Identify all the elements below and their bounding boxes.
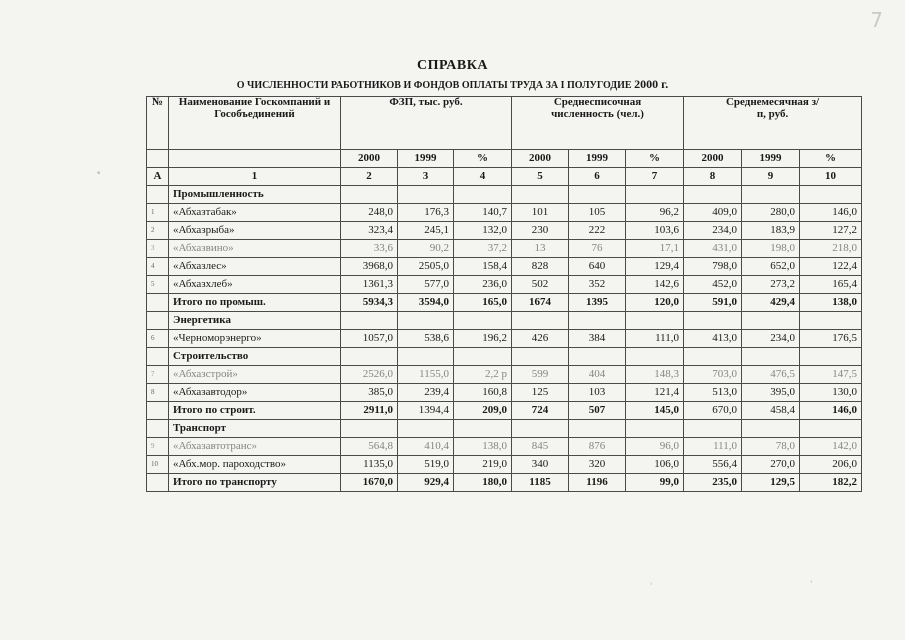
value-cell: 222 (569, 222, 626, 240)
value-cell: 78,0 (742, 438, 800, 456)
row-index: 4 (147, 258, 169, 276)
value-cell: 280,0 (742, 204, 800, 222)
page-number: 7 (870, 8, 883, 32)
section-row (147, 312, 862, 330)
total-name: Итого по промыш. (169, 294, 341, 312)
section-empty-cell (800, 420, 862, 438)
column-index-row (147, 168, 862, 186)
value-cell: 148,3 (626, 366, 684, 384)
value-cell: 670,0 (684, 402, 742, 420)
value-cell: 245,1 (398, 222, 454, 240)
value-cell: 845 (512, 438, 569, 456)
value-cell: 239,4 (398, 384, 454, 402)
section-title: Транспорт (169, 420, 341, 438)
value-cell: 146,0 (800, 204, 862, 222)
table-row (147, 276, 862, 294)
table-row (147, 240, 862, 258)
section-empty-cell (569, 186, 626, 204)
value-cell: 556,4 (684, 456, 742, 474)
section-empty-cell (454, 420, 512, 438)
value-cell: 138,0 (800, 294, 862, 312)
column-index-cell: 8 (684, 168, 742, 186)
year-header-cell: % (626, 150, 684, 168)
table-row (147, 366, 862, 384)
section-empty-cell (800, 348, 862, 366)
value-cell: 33,6 (341, 240, 398, 258)
total-name: Итого по строит. (169, 402, 341, 420)
header-fzp: ФЗП, тыс. руб. (341, 97, 512, 150)
section-empty-cell (147, 420, 169, 438)
document-title: СПРАВКА (417, 58, 488, 73)
row-index: 5 (147, 276, 169, 294)
company-name: «Абхазавтодор» (169, 384, 341, 402)
value-cell: 828 (512, 258, 569, 276)
value-cell: 652,0 (742, 258, 800, 276)
value-cell: 385,0 (341, 384, 398, 402)
header-salary: Среднемесячная з/п, руб. (684, 97, 862, 150)
section-empty-cell (569, 420, 626, 438)
section-empty-cell (742, 420, 800, 438)
section-empty-cell (454, 186, 512, 204)
section-empty-cell (626, 348, 684, 366)
subtitle-text: О ЧИСЛЕННОСТИ РАБОТНИКОВ И ФОНДОВ ОПЛАТЫ ТРУДА ЗА I ПОЛУГОДИЕ (236, 80, 632, 91)
value-cell: 125 (512, 384, 569, 402)
value-cell: 431,0 (684, 240, 742, 258)
value-cell: 101 (512, 204, 569, 222)
column-index-cell: 2 (341, 168, 398, 186)
section-empty-cell (626, 186, 684, 204)
years-empty-name (169, 150, 341, 168)
years-empty-num (147, 150, 169, 168)
document-subtitle (0, 77, 905, 92)
value-cell: 147,5 (800, 366, 862, 384)
value-cell: 106,0 (626, 456, 684, 474)
section-empty-cell (512, 186, 569, 204)
value-cell: 230 (512, 222, 569, 240)
value-cell: 165,0 (454, 294, 512, 312)
section-empty-cell (626, 420, 684, 438)
section-empty-cell (398, 420, 454, 438)
section-empty-cell (800, 186, 862, 204)
table-row (147, 456, 862, 474)
section-empty-cell (742, 186, 800, 204)
value-cell: 248,0 (341, 204, 398, 222)
row-index: 1 (147, 204, 169, 222)
row-index: 3 (147, 240, 169, 258)
value-cell: 145,0 (626, 402, 684, 420)
value-cell: 404 (569, 366, 626, 384)
value-cell: 929,4 (398, 474, 454, 492)
section-empty-cell (742, 312, 800, 330)
value-cell: 140,7 (454, 204, 512, 222)
row-index: 7 (147, 366, 169, 384)
value-cell: 182,2 (800, 474, 862, 492)
row-index (147, 402, 169, 420)
scan-speck: • (96, 169, 102, 179)
value-cell: 219,0 (454, 456, 512, 474)
total-row (147, 474, 862, 492)
value-cell: 1670,0 (341, 474, 398, 492)
column-index-cell: 4 (454, 168, 512, 186)
section-empty-cell (398, 348, 454, 366)
years-row (147, 150, 862, 168)
column-index-cell: 6 (569, 168, 626, 186)
year-header-cell: 1999 (569, 150, 626, 168)
section-empty-cell (512, 312, 569, 330)
value-cell: 1395 (569, 294, 626, 312)
value-cell: 270,0 (742, 456, 800, 474)
value-cell: 703,0 (684, 366, 742, 384)
column-index-cell: 3 (398, 168, 454, 186)
value-cell: 502 (512, 276, 569, 294)
value-cell: 5934,3 (341, 294, 398, 312)
value-cell: 180,0 (454, 474, 512, 492)
value-cell: 129,4 (626, 258, 684, 276)
value-cell: 146,0 (800, 402, 862, 420)
company-name: «Абхазавтотранс» (169, 438, 341, 456)
table-row (147, 222, 862, 240)
value-cell: 640 (569, 258, 626, 276)
value-cell: 142,6 (626, 276, 684, 294)
year-header-cell: 2000 (341, 150, 398, 168)
value-cell: 122,4 (800, 258, 862, 276)
row-index (147, 294, 169, 312)
year-header-cell: 1999 (398, 150, 454, 168)
value-cell: 206,0 (800, 456, 862, 474)
value-cell: 1394,4 (398, 402, 454, 420)
value-cell: 160,8 (454, 384, 512, 402)
value-cell: 176,3 (398, 204, 454, 222)
total-row (147, 294, 862, 312)
value-cell: 234,0 (684, 222, 742, 240)
year-header-cell: 1999 (742, 150, 800, 168)
total-row (147, 402, 862, 420)
value-cell: 158,4 (454, 258, 512, 276)
section-empty-cell (454, 312, 512, 330)
section-empty-cell (684, 312, 742, 330)
total-name: Итого по транспорту (169, 474, 341, 492)
value-cell: 426 (512, 330, 569, 348)
value-cell: 413,0 (684, 330, 742, 348)
value-cell: 111,0 (684, 438, 742, 456)
section-empty-cell (512, 420, 569, 438)
value-cell: 409,0 (684, 204, 742, 222)
section-empty-cell (341, 420, 398, 438)
value-cell: 235,0 (684, 474, 742, 492)
value-cell: 234,0 (742, 330, 800, 348)
value-cell: 3968,0 (341, 258, 398, 276)
value-cell: 1057,0 (341, 330, 398, 348)
value-cell: 876 (569, 438, 626, 456)
column-index-cell: 10 (800, 168, 862, 186)
section-empty-cell (341, 312, 398, 330)
company-name: «Абхазвино» (169, 240, 341, 258)
col-index-a: А (147, 168, 169, 186)
header-row (147, 97, 862, 150)
section-empty-cell (147, 186, 169, 204)
value-cell: 273,2 (742, 276, 800, 294)
row-index: 6 (147, 330, 169, 348)
value-cell: 209,0 (454, 402, 512, 420)
value-cell: 127,2 (800, 222, 862, 240)
value-cell: 176,5 (800, 330, 862, 348)
value-cell: 196,2 (454, 330, 512, 348)
value-cell: 76 (569, 240, 626, 258)
table-row (147, 330, 862, 348)
section-row (147, 186, 862, 204)
row-index: 2 (147, 222, 169, 240)
value-cell: 142,0 (800, 438, 862, 456)
header-headcount: Среднесписочная численность (чел.) (512, 97, 684, 150)
value-cell: 17,1 (626, 240, 684, 258)
section-empty-cell (398, 312, 454, 330)
value-cell: 1135,0 (341, 456, 398, 474)
value-cell: 352 (569, 276, 626, 294)
value-cell: 198,0 (742, 240, 800, 258)
value-cell: 236,0 (454, 276, 512, 294)
section-empty-cell (800, 312, 862, 330)
value-cell: 452,0 (684, 276, 742, 294)
scan-speck: ' (810, 580, 813, 590)
value-cell: 323,4 (341, 222, 398, 240)
section-empty-cell (454, 348, 512, 366)
value-cell: 2,2 р (454, 366, 512, 384)
value-cell: 111,0 (626, 330, 684, 348)
section-row (147, 348, 862, 366)
company-name: «Черноморэнерго» (169, 330, 341, 348)
header-num: № (147, 97, 169, 150)
value-cell: 2505,0 (398, 258, 454, 276)
row-index (147, 474, 169, 492)
company-name: «Абхазхлеб» (169, 276, 341, 294)
value-cell: 129,5 (742, 474, 800, 492)
scan-speck: ' (650, 582, 653, 592)
value-cell: 320 (569, 456, 626, 474)
value-cell: 165,4 (800, 276, 862, 294)
value-cell: 2911,0 (341, 402, 398, 420)
value-cell: 599 (512, 366, 569, 384)
value-cell: 395,0 (742, 384, 800, 402)
table-row (147, 384, 862, 402)
section-empty-cell (684, 348, 742, 366)
row-index: 9 (147, 438, 169, 456)
subtitle-year: 2000 г. (634, 77, 669, 91)
year-header-cell: % (800, 150, 862, 168)
value-cell: 476,5 (742, 366, 800, 384)
section-row (147, 420, 862, 438)
section-title: Строительство (169, 348, 341, 366)
value-cell: 105 (569, 204, 626, 222)
row-index: 10 (147, 456, 169, 474)
section-empty-cell (569, 348, 626, 366)
section-empty-cell (626, 312, 684, 330)
table-row (147, 258, 862, 276)
value-cell: 103,6 (626, 222, 684, 240)
section-empty-cell (147, 348, 169, 366)
section-empty-cell (512, 348, 569, 366)
value-cell: 96,0 (626, 438, 684, 456)
year-header-cell: % (454, 150, 512, 168)
section-title: Энергетика (169, 312, 341, 330)
section-empty-cell (341, 186, 398, 204)
value-cell: 1674 (512, 294, 569, 312)
value-cell: 507 (569, 402, 626, 420)
value-cell: 538,6 (398, 330, 454, 348)
value-cell: 121,4 (626, 384, 684, 402)
header-name: Наименование Госкомпаний и Гособъединений (169, 97, 341, 150)
value-cell: 384 (569, 330, 626, 348)
value-cell: 3594,0 (398, 294, 454, 312)
value-cell: 429,4 (742, 294, 800, 312)
table-row (147, 438, 862, 456)
value-cell: 37,2 (454, 240, 512, 258)
section-title: Промышленность (169, 186, 341, 204)
column-index-cell: 9 (742, 168, 800, 186)
value-cell: 410,4 (398, 438, 454, 456)
value-cell: 564,8 (341, 438, 398, 456)
value-cell: 513,0 (684, 384, 742, 402)
company-name: «Абхазстрой» (169, 366, 341, 384)
value-cell: 218,0 (800, 240, 862, 258)
value-cell: 1185 (512, 474, 569, 492)
value-cell: 519,0 (398, 456, 454, 474)
value-cell: 96,2 (626, 204, 684, 222)
value-cell: 591,0 (684, 294, 742, 312)
value-cell: 577,0 (398, 276, 454, 294)
company-name: «Абх.мор. пароходство» (169, 456, 341, 474)
company-name: «Абхазлес» (169, 258, 341, 276)
value-cell: 798,0 (684, 258, 742, 276)
column-index-cell: 5 (512, 168, 569, 186)
value-cell: 724 (512, 402, 569, 420)
column-index-cell: 7 (626, 168, 684, 186)
value-cell: 99,0 (626, 474, 684, 492)
section-empty-cell (684, 186, 742, 204)
value-cell: 132,0 (454, 222, 512, 240)
table-row (147, 204, 862, 222)
report-table (146, 96, 862, 492)
section-empty-cell (569, 312, 626, 330)
section-empty-cell (341, 348, 398, 366)
value-cell: 340 (512, 456, 569, 474)
value-cell: 90,2 (398, 240, 454, 258)
value-cell: 1155,0 (398, 366, 454, 384)
value-cell: 103 (569, 384, 626, 402)
section-empty-cell (684, 420, 742, 438)
value-cell: 120,0 (626, 294, 684, 312)
value-cell: 1361,3 (341, 276, 398, 294)
row-index: 8 (147, 384, 169, 402)
section-empty-cell (147, 312, 169, 330)
section-empty-cell (398, 186, 454, 204)
value-cell: 130,0 (800, 384, 862, 402)
value-cell: 183,9 (742, 222, 800, 240)
value-cell: 1196 (569, 474, 626, 492)
value-cell: 458,4 (742, 402, 800, 420)
company-name: «Абхазтабак» (169, 204, 341, 222)
value-cell: 2526,0 (341, 366, 398, 384)
year-header-cell: 2000 (684, 150, 742, 168)
year-header-cell: 2000 (512, 150, 569, 168)
value-cell: 138,0 (454, 438, 512, 456)
section-empty-cell (742, 348, 800, 366)
company-name: «Абхазрыба» (169, 222, 341, 240)
col-index-name: 1 (169, 168, 341, 186)
value-cell: 13 (512, 240, 569, 258)
